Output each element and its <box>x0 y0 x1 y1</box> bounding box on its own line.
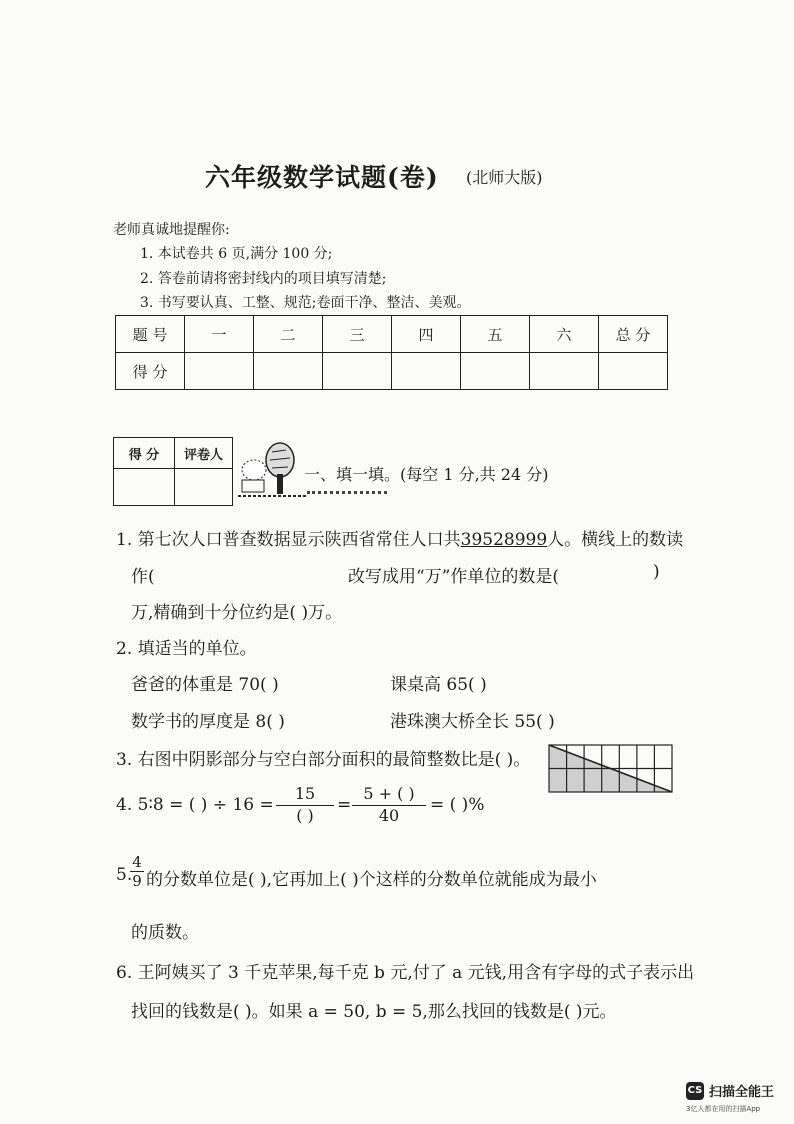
q1-line2-a: 作( <box>131 567 155 587</box>
score-table-cell: 总 分 <box>599 316 668 353</box>
score-table-cell: 四 <box>392 316 461 353</box>
scanner-tagline: 3亿人都在用的扫描App <box>686 1105 761 1113</box>
q3-stem: 3. 右图中阴影部分与空白部分面积的最简整数比是( )。 <box>116 750 531 770</box>
score-blank[interactable] <box>254 353 323 390</box>
q2-stem: 2. 填适当的单位。 <box>116 639 257 659</box>
score-table-score-row <box>116 353 668 390</box>
score-blank[interactable] <box>599 353 668 390</box>
q1-number: 39528999 <box>460 530 548 550</box>
score-table-header-row <box>116 316 668 353</box>
q1-line3: 万,精确到十分位约是( )万。 <box>131 603 343 623</box>
score-table-cell: 三 <box>323 316 392 353</box>
notes-intro: 老师真诚地提醒你: <box>113 222 230 238</box>
score-table-cell: 得 分 <box>116 353 185 390</box>
q3-grid-figure <box>548 744 674 794</box>
q4-fraction-2-numerator: 5 + ( ) <box>363 784 415 803</box>
q6-line1: 6. 王阿姨买了 3 千克苹果,每千克 b 元,付了 a 元钱,用含有字母的式子表示出 <box>116 963 695 983</box>
score-table-cell: 二 <box>254 316 323 353</box>
q5-line1: 的分数单位是( ),它再加上( )个这样的分数单位就能成为最小 <box>146 870 597 890</box>
score-table-cell: 六 <box>530 316 599 353</box>
score-table-cell: 题 号 <box>116 316 185 353</box>
q4-lead: 4. 5∶8 = ( ) ÷ 16 = <box>116 795 274 815</box>
q4-fraction-2-denominator: 40 <box>378 806 400 825</box>
q4-fraction-2 <box>352 784 426 825</box>
score-blank[interactable] <box>530 353 599 390</box>
q5-number: 5. <box>116 865 133 885</box>
grader-score-header: 得 分 <box>114 438 175 469</box>
q1-prefix: 1. 第七次人口普查数据显示陕西省常住人口共 <box>116 530 461 550</box>
q4-tail: = ( )% <box>430 795 485 815</box>
q4-fraction-1 <box>276 784 334 825</box>
q2-d: 港珠澳大桥全长 55( ) <box>390 712 555 732</box>
score-table-cell: 五 <box>461 316 530 353</box>
q2-a: 爸爸的体重是 70( ) <box>131 675 279 695</box>
score-blank[interactable] <box>323 353 392 390</box>
section-underline-decoration <box>307 491 387 494</box>
grader-name-blank[interactable] <box>175 469 233 506</box>
score-blank[interactable] <box>185 353 254 390</box>
note-item-3: 3. 书写要认真、工整、规范;卷面干净、整洁、美观。 <box>140 295 471 311</box>
section1-title: 一、填一填。(每空 1 分,共 24 分) <box>304 465 549 484</box>
exam-edition: (北师大版) <box>466 168 543 187</box>
score-table-cell: 一 <box>185 316 254 353</box>
grader-name-header: 评卷人 <box>175 438 233 469</box>
q1-line2-b: 改写成用“万”作单位的数是( <box>348 567 560 587</box>
score-blank[interactable] <box>392 353 461 390</box>
q4-fraction-1-numerator: 15 <box>294 784 316 803</box>
q2-c: 数学书的厚度是 8( ) <box>131 712 285 732</box>
q4-fraction-1-denominator: ( ) <box>296 806 314 825</box>
q4-equals: = <box>337 795 352 815</box>
note-item-2: 2. 答卷前请将密封线内的项目填写清楚; <box>140 271 387 287</box>
q5-fraction-numerator: 4 <box>132 853 142 871</box>
q2-b: 课桌高 65( ) <box>390 675 487 695</box>
tree-decoration-icon <box>236 440 308 502</box>
note-item-1: 1. 本试卷共 6 页,满分 100 分; <box>140 246 333 262</box>
score-table <box>115 315 668 390</box>
q1-line1 <box>116 525 683 550</box>
q1-line2-c: ) <box>653 562 660 582</box>
grader-table <box>113 437 233 506</box>
grader-score-blank[interactable] <box>114 469 175 506</box>
q5-line2: 的质数。 <box>131 923 199 943</box>
q5-fraction <box>130 853 144 890</box>
scanner-logo: CS <box>686 1082 704 1100</box>
score-blank[interactable] <box>461 353 530 390</box>
q5-fraction-denominator: 9 <box>132 872 142 890</box>
q1-suffix: 人。横线上的数读 <box>547 530 684 550</box>
exam-title: 六年级数学试题(卷) <box>205 163 439 192</box>
q6-line2: 找回的钱数是( )。如果 a = 50, b = 5,那么找回的钱数是( )元。 <box>131 1002 617 1022</box>
scanner-name: 扫描全能王 <box>709 1085 775 1100</box>
